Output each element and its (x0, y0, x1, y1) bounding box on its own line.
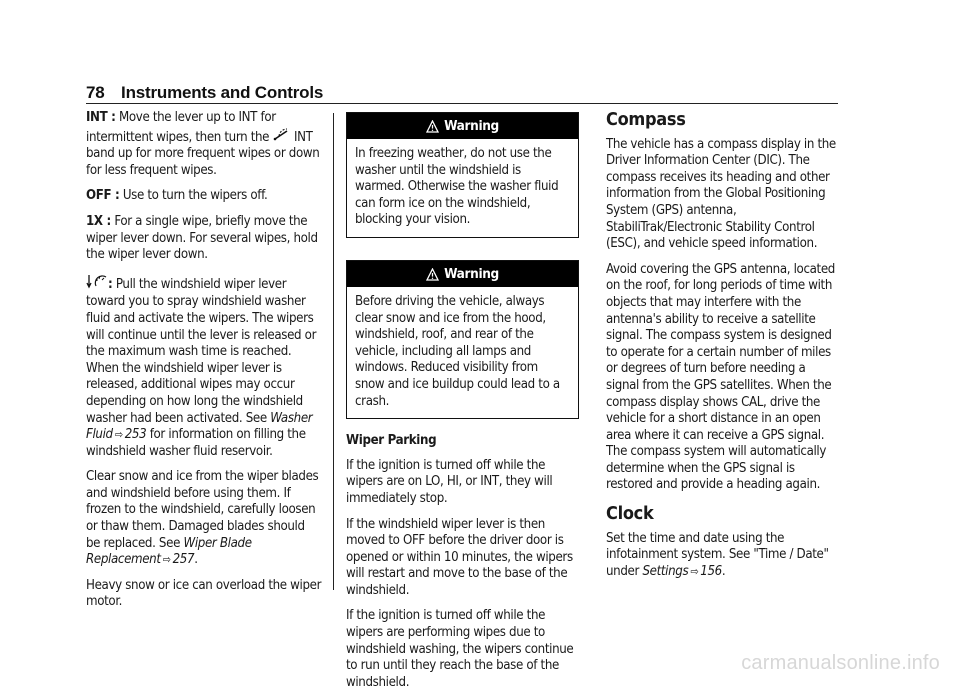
intermittent-wiper-icon (273, 127, 291, 147)
washer-spray-icon (86, 273, 108, 295)
washer-text: Pull the windshield wiper lever toward you to spray windshield washer fluid and activate the wipers. The wipers will continue until the lever is released or the maximum wash time is reached. When the windshield wiper lever is released, additional wipes may occur depending on how long the windshield washer had been activated. See (86, 276, 317, 426)
warning-header-2 (347, 261, 578, 287)
washer-paragraph (86, 273, 322, 461)
xref-arrow-icon: ⇨ (162, 553, 171, 567)
column-middle (346, 110, 579, 700)
int-term: INT : (86, 110, 116, 125)
header-rule (86, 103, 838, 104)
washer-fluid-link[interactable]: Washer Fluid (86, 410, 313, 443)
compass-heading: Compass (606, 109, 686, 130)
warning-triangle-icon (426, 120, 439, 133)
settings-page[interactable]: 156 (700, 563, 722, 579)
int-text-2: INT band up for more frequent wipes or down for less frequent wipes. (86, 129, 320, 178)
int-text-1: Move the lever up to INT for intermittent wipes, then turn the (86, 110, 276, 145)
onex-paragraph (86, 214, 322, 264)
clock-tail: . (721, 563, 726, 579)
int-paragraph (86, 110, 322, 179)
warning-box-2 (346, 260, 579, 419)
warning-text-1: In freezing weather, do not use the washer until the windshield is warmed. Otherwise the washer fluid can form ice on the windshield, blocking your vision. (355, 146, 559, 228)
section-title: Instruments and Controls (121, 83, 324, 102)
clock-text: Set the time and date using the infotainment system. See "Time / Date" under (606, 530, 829, 579)
watermark: carmanualsonline.info (741, 652, 940, 674)
parking-paragraph-2: If the windshield wiper lever is then moved to OFF before the driver door is opened or within 10 minutes, the wipers will restart and move to the base of the windshield. (346, 516, 573, 598)
xref-arrow-icon: ⇨ (690, 564, 699, 578)
wiper-blade-link[interactable]: Wiper Blade Replacement (86, 535, 252, 568)
warning-header-1 (347, 113, 578, 139)
warning-box-1 (346, 112, 579, 238)
warning-text-2: Before driving the vehicle, always clear snow and ice from the hood, windshield, roof, and rear of the vehicle, including all lamps and windows. Reduced visibility from snow and ice buildup could lead to a crash. (355, 293, 560, 409)
wiper-blade-page[interactable]: 257 (172, 552, 195, 568)
column-divider (333, 113, 334, 590)
clock-heading: Clock (606, 503, 654, 525)
off-text: Use to turn the wipers off. (122, 188, 268, 204)
snow-tail: . (194, 552, 198, 568)
settings-link[interactable]: Settings (642, 563, 689, 579)
heavy-snow-paragraph: Heavy snow or ice can overload the wiper motor. (86, 577, 322, 610)
parking-paragraph-3: If the ignition is turned off while the wipers are performing wipes due to windshield washing, the wipers continue to run until they reach the base of the windshield. (346, 608, 574, 690)
warning-title-2: Warning (444, 265, 499, 282)
washer-colon: : (108, 276, 113, 292)
column-left (86, 110, 322, 620)
parking-paragraph-1: If the ignition is turned off while the wipers are on LO, HI, or INT, they will immediately stop. (346, 457, 553, 506)
page-number: 78 (86, 83, 105, 102)
compass-paragraph-2: Avoid covering the GPS antenna, located on the roof, for long periods of time with objects that may interfere with the antenna's ability to receive a satellite signal. The compass system is designed to operate for a certain number of miles or degrees of turn before needing a signal from the GPS satellites. When the compass display shows CAL, drive the vehicle for a short distance in an open area where it can receive a GPS signal. The compass system will automatically determine when the GPS signal is restored and provide a heading again. (606, 261, 835, 493)
warning-triangle-icon (426, 268, 439, 281)
warning-title-1: Warning (444, 118, 499, 134)
snow-text: Clear snow and ice from the wiper blades and windshield before using them. If frozen to the windshield, carefully loosen or thaw them. Damaged blades should be replaced. See (86, 469, 319, 551)
clock-paragraph (606, 531, 840, 581)
page-header (86, 83, 323, 103)
compass-paragraph-1: The vehicle has a compass display in the Driver Information Center (DIC). The compass receives its heading and other information from the Global Positioning System (GPS) antenna, StabiliTrak/Electronic Stability Control (ESC), and vehicle speed information. (606, 136, 836, 252)
washer-tail: for information on filling the windshield washer fluid reservoir. (86, 427, 306, 459)
onex-text: For a single wipe, briefly move the wiper lever down. For several wipes, hold the wiper lever down. (86, 213, 318, 263)
xref-arrow-icon: ⇨ (114, 428, 123, 442)
column-right (606, 109, 840, 589)
snow-paragraph (86, 469, 322, 569)
wiper-parking-heading: Wiper Parking (346, 433, 437, 449)
off-term: OFF : (86, 188, 120, 204)
off-paragraph (86, 188, 322, 205)
onex-term: 1X : (86, 213, 111, 229)
washer-fluid-page[interactable]: 253 (124, 427, 147, 443)
